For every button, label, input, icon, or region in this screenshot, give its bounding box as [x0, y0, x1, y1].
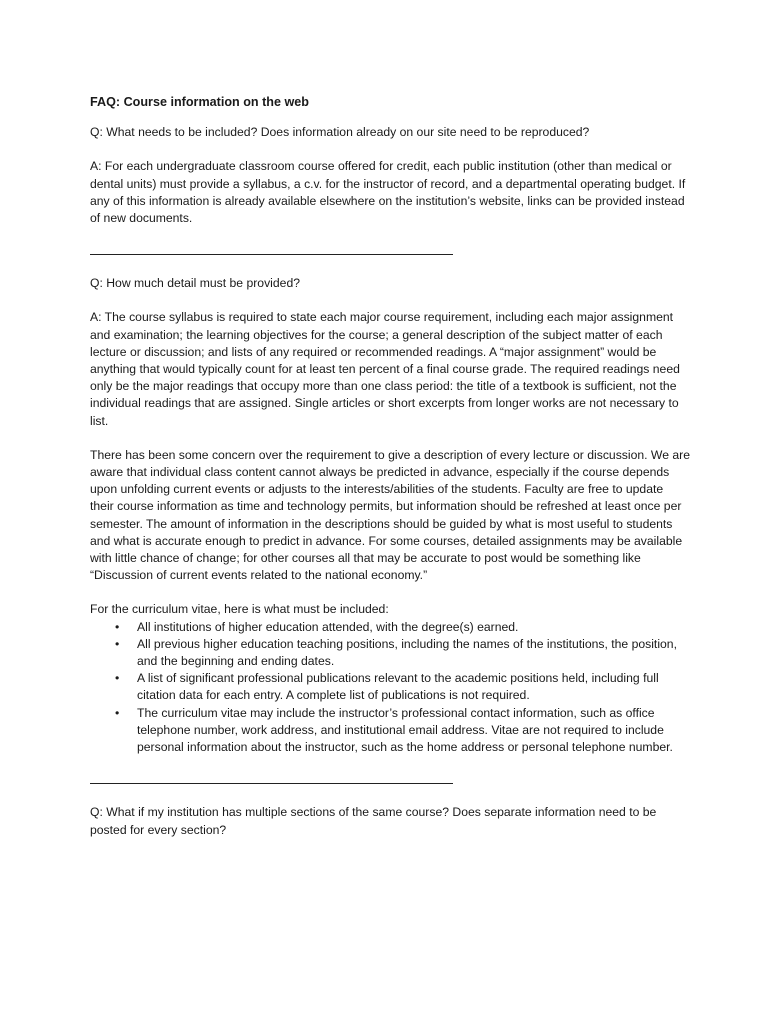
faq-answer-2: A: The course syllabus is required to state each major course requirement, including each major assignment and examination; the learning objectives for the course; a general description of the subject matter of each lecture or discussion; and lists of any required or recommended readings. A “major assignment” would be anything that would typically count for at least ten percent of a final course grade. The required readings need only be the major readings that occupy more than one class period: the title of a textbook is sufficient, not the individual readings that are assigned. Single articles or short excerpts from longer works are not necessary to list.	[90, 310, 680, 428]
faq-question-1: Q: What needs to be included? Does information already on our site need to be reproduced?	[90, 125, 590, 140]
list-item	[115, 636, 690, 670]
list-item-text: All previous higher education teaching positions, including the names of the institutions, the position, and the beginning and ending dates.	[137, 636, 677, 669]
page-title: FAQ: Course information on the web	[90, 95, 309, 109]
section-divider	[90, 783, 453, 784]
bullet-icon: •	[115, 705, 120, 720]
bullet-icon: •	[115, 671, 120, 686]
list-item-text: All institutions of higher education attended, with the degree(s) earned.	[137, 619, 519, 634]
list-item-text: The curriculum vitae may include the instructor’s professional contact information, such as office telephone number, work address, and institutional email address. Vitae are not required to include personal information about the instructor, such as the home address or personal telephone number.	[137, 705, 673, 755]
list-item	[115, 670, 690, 704]
faq-answer-1: A: For each undergraduate classroom course offered for credit, each public institution (other than medical or dental units) must provide a syllabus, a c.v. for the instructor of record, and a departmental operating budget. If any of this information is already available elsewhere on the institution’s website, links can be provided instead of new documents.	[90, 159, 686, 226]
cv-intro: For the curriculum vitae, here is what must be included:	[90, 602, 389, 617]
faq-answer-2-paragraph-2: There has been some concern over the requirement to give a description of every lecture or discussion. We are aware that individual class content cannot always be predicted in advance, especially if the course depends upon unfolding current events or adjusts to the interests/abilities of the students. Faculty are free to update their course information as time and technology permits, but information should be refreshed at least once per semester. The amount of information in the descriptions should be guided by what is most useful to students and what is accurate enough to predict in advance. For some courses, detailed assignments may be available with little chance of change; for other courses all that may be accurate to post would be something like “Discussion of current events related to the national economy.”	[90, 447, 690, 583]
bullet-icon: •	[115, 636, 120, 651]
faq-question-2: Q: How much detail must be provided?	[90, 276, 300, 291]
section-divider	[90, 254, 453, 255]
list-item	[115, 619, 690, 636]
faq-question-3: Q: What if my institution has multiple sections of the same course? Does separate information need to be posted for every section?	[90, 805, 657, 837]
document-body	[90, 94, 690, 856]
list-item	[115, 705, 690, 757]
bullet-icon: •	[115, 619, 120, 634]
cv-requirements-list	[90, 619, 690, 757]
list-item-text: A list of significant professional publications relevant to the academic positions held, including full citation data for each entry. A complete list of publications is not required.	[137, 671, 659, 703]
